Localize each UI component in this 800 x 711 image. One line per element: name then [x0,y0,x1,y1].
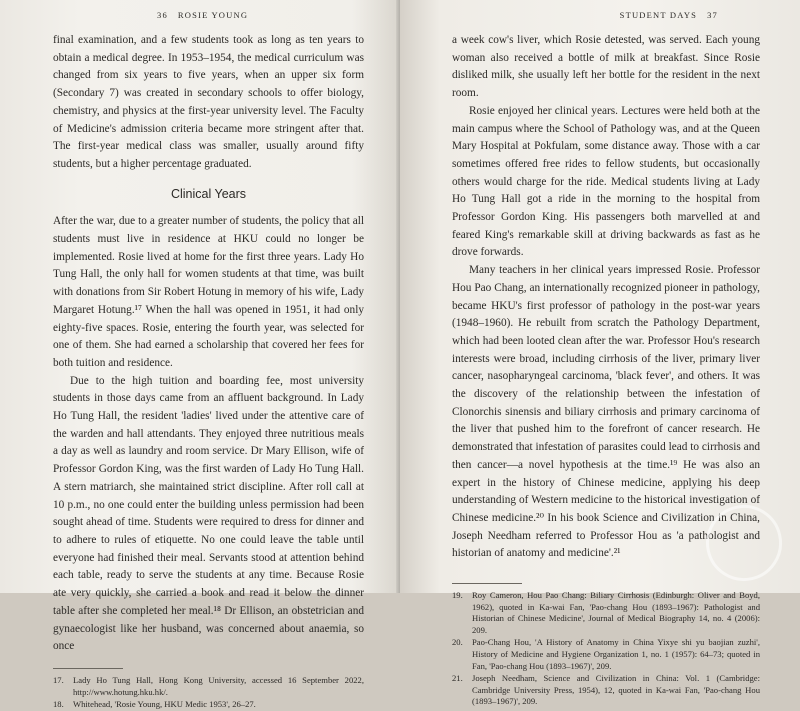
running-head-left [53,10,364,32]
footnote [53,675,364,698]
footnote-number: 18. [53,699,64,710]
footnote-text: Pao-Chang Hou, 'A History of Anatomy in China Yixye shi yu baojian zuzhi', History of Medicine and Hygiene Organization 1, no. 1 (1957): 64–73; quoted in Fan, 'Pao-chang Hou (1893–1967)', 209. [472,637,760,671]
footnotes-right [452,583,760,708]
paragraph: a week cow's liver, which Rosie detested, was served. Each young woman also received a bottle of milk at breakfast. Since Rosie disliked milk, she usually left her bottle for the resident in the next room. [452,34,760,100]
running-head-right [452,10,760,32]
running-head-title: STUDENT DAYS [619,10,698,20]
footnote-number: 21. [452,673,463,684]
page-number: 36 [157,10,168,20]
footnote-number: 19. [452,590,463,601]
footnote-rule [53,668,123,669]
footnote-text: Roy Cameron, Hou Pao Chang: Biliary Cirrhosis (Edinburgh: Oliver and Boyd, 1962), quoted in Ka-wai Fan, 'Pao-chang Hou (1893–1967): Pathologist and Historian of Chinese Medicine', Journal of Medical Biography 14, no. 4 (2006): 209. [472,590,760,635]
footnote-number: 17. [53,674,64,685]
footnote [452,637,760,672]
footnote-rule [452,583,522,584]
footnote-text: Lady Ho Tung Hall, Hong Kong University, accessed 16 September 2022, http://www.hotung.hku.hk/. [73,674,364,697]
footnote [452,590,760,636]
footnote [452,673,760,708]
right-page [400,0,800,707]
section-heading: Clinical Years [170,186,247,201]
body-text-right [452,32,760,563]
page-number: 37 [707,10,718,20]
paragraph: Many teachers in her clinical years impressed Rosie. Professor Hou Pao Chang, an internationally recognized pioneer in pathology, became HKU's first professor of pathology in the post-war years (1948–1960). He rebuilt from scratch the Pathology Department, which had been looted clean after the war. Professor Hou's research interests were broad, including cirrhosis of the liver, primary liver cancer, nasopharyngeal carcinoma, 'black fever', and others. It was the discovery of the relationship between the infestation of Clonorchis sinensis and biliary cirrhosis and primary carcinoma of the liver that pushed him to the forefront of cancer research. He demonstrated that infestation of parasites could lead to cirrhosis and then cancer—a novel hypothesis at the time.¹⁹ He was also an expert in the history of Chinese medicine, applying his deep understanding of Western medicine to the historical investigation of Chinese medicine.²⁰ In his book Science and Civilization in China, Joseph Needham referred to Professor Hou as 'a pathologist and historian of anatomy and medicine'.²¹ [452,264,760,560]
left-page [0,0,400,710]
paragraph: After the war, due to a greater number of students, the policy that all students must live in residence at HKU could no longer be implemented. Rosie lived at home for the first three years. Lady Ho Tung Hall, the only hall for women students at that time, was built with donations from Sir Robert Hotung in memory of his wife, Lady Margaret Hotung.¹⁷ When the hall was opened in 1951, it had only eighty-five spaces. Rosie, entering the fourth year, was selected for one of them. She had earned a scholarship that covered her fees for both tuition and residence. [53,215,364,369]
paragraph: Rosie enjoyed her clinical years. Lectures were held both at the main campus where the School of Pathology was, and at the Queen Mary Hospital at Pokfulam, some distance away. Those with a car sometimes offered free rides to fellow students, but occasionally others would charge for the ride. Medical students living at Lady Ho Tung Hall got a ride in the morning to the hospital from Professor Gordon King. His passengers both marvelled at and feared King's remarkable skill at driving backwards as fast as he drove forwards. [452,104,760,259]
footnote-text: Joseph Needham, Science and Civilization in China: Vol. 1 (Cambridge: Cambridge University Press, 1954), 12, quoted in Ka-wai Fan, 'Pao-chang Hou (1893–1967)', 209. [472,673,760,707]
paragraph: Due to the high tuition and boarding fee, most university students in those days came from an affluent background. In Lady Ho Tung Hall, the resident 'ladies' lived under the attentive care of the warden and hall attendants. They enjoyed three nutritious meals a day as well as laundry and room service. Dr Mary Ellison, wife of Professor Gordon King, was the first warden of Lady Ho Tung Hall. A stern matriarch, she maintained strict discipline. After roll call at 10 p.m., no one could enter the building unless permission had been sought ahead of time. Students were required to dress for dinner and to adhere to rules of etiquette. No one could leave the table until everyone had finished their meal. Servants stood at attention behind each table, ready to serve the students at any time. Because Rosie ate very quickly, she carried a book and read it below the dinner table after she completed her meal.¹⁸ Dr Ellison, an obstetrician and gynaecologist like her husband, was concerned about anaemia, so once [53,374,364,653]
footnote-number: 20. [452,637,463,648]
footnote-text: Whitehead, 'Rosie Young, HKU Medic 1953', 26–27. [73,699,256,710]
footnote [53,699,364,711]
paragraph: final examination, and a few students took as long as ten years to obtain a medical degree. In 1953–1954, the medical curriculum was changed from six years to five years, when an upper six form (Secondary 7) was created in secondary schools to offer biology, chemistry, and physics at the first-year university level. The Faculty of Medicine's admission criteria became more stringent after that. The first-year medical class was smaller, usually around fifty students, but a higher percentage graduated. [53,34,364,170]
footnotes-left [53,668,364,711]
running-head-title: ROSIE YOUNG [177,10,249,20]
body-text-left [53,32,364,656]
